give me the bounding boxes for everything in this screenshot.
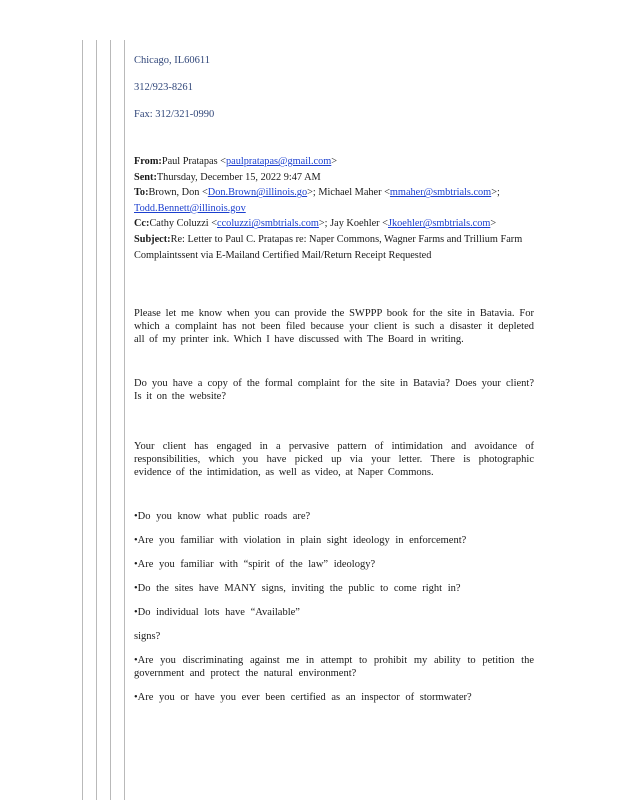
signature-phone: 312/923-8261: [134, 82, 193, 93]
margin-rule-4: [124, 40, 125, 800]
to-name-1: Brown, Don <: [148, 187, 208, 199]
cc-label: Cc:: [134, 218, 150, 230]
question-list: [134, 510, 534, 704]
email-document: [134, 54, 534, 704]
question-item: •Do you know what public roads are?: [134, 511, 311, 523]
subject-line: [134, 232, 534, 263]
cc-email-link-1[interactable]: ccoluzzi@smbtrials.com: [217, 218, 319, 230]
cc-email-link-2[interactable]: Jkoehler@smbtrials.com: [387, 218, 491, 230]
question-item: •Are you discriminating against me in attempt to prohibit my ability to petition the government and protect the natural environment?: [134, 655, 534, 680]
signature-block: [134, 54, 534, 121]
cc-line: [134, 216, 534, 232]
margin-rule-2: [96, 40, 97, 800]
sent-value: Thursday, December 15, 2022 9:47 AM: [156, 171, 321, 183]
to-email-link-1[interactable]: Don.Brown@illinois.go: [207, 187, 308, 199]
from-email-link[interactable]: paulpratapas@gmail.com: [226, 156, 332, 167]
signature-fax: Fax: 312/321-0990: [134, 109, 215, 120]
body-paragraph-3: Your client has engaged in a pervasive pattern of intimidation and avoidance of responsibilities, which you have picked up via your letter. There is photographic evidence of the intimidation, as well as video, at Naper Commons.: [134, 441, 534, 479]
email-header: [134, 154, 534, 263]
from-name: Paul Pratapas <: [161, 156, 226, 167]
cc-name-1: Cathy Coluzzi <: [149, 218, 218, 230]
to-email-link-3[interactable]: Todd.Bennett@illinois.gov: [134, 202, 246, 214]
cc-close: >: [490, 218, 497, 230]
margin-rule-1: [82, 40, 83, 800]
question-item: •Are you or have you ever been certified as an inspector of stormwater?: [134, 692, 472, 704]
signature-city: Chicago, IL60611: [134, 55, 211, 66]
to-label: To:: [134, 187, 149, 199]
to-email-link-2[interactable]: mmaher@smbtrials.com: [389, 187, 492, 199]
from-close: >: [331, 156, 338, 167]
question-item: •Do the sites have MANY signs, inviting the public to come right in?: [134, 583, 461, 595]
to-line: [134, 185, 534, 216]
cc-mid: >; Jay Koehler <: [318, 218, 388, 230]
from-line: [134, 154, 534, 170]
body-paragraph-2: Do you have a copy of the formal complaint for the site in Batavia? Does your client? Is it on the website?: [134, 378, 534, 403]
subject-label: Subject:: [134, 233, 171, 245]
sent-label: Sent:: [134, 171, 157, 183]
margin-rule-3: [110, 40, 111, 800]
question-item: •Do individual lots have “Available”: [134, 607, 300, 619]
question-item: signs?: [134, 631, 161, 643]
question-item: •Are you familiar with “spirit of the law” ideology?: [134, 559, 376, 571]
question-item: •Are you familiar with violation in plain sight ideology in enforcement?: [134, 535, 467, 547]
to-close: >;: [491, 187, 500, 199]
from-label: From:: [134, 156, 162, 167]
sent-line: [134, 170, 534, 186]
to-mid: >; Michael Maher <: [307, 187, 390, 199]
body-paragraph-1: Please let me know when you can provide the SWPPP book for the site in Batavia. For which a complaint has not been filed because your client is such a disaster it depleted all of my printer ink. Which I have discussed with The Board in writing.: [134, 308, 534, 346]
subject-value: Re: Letter to Paul C. Pratapas re: Naper Commons, Wagner Farms and Trillium Farm Complaintssent via E-Mailand Certified Mail/Return Receipt Requested: [134, 233, 523, 261]
